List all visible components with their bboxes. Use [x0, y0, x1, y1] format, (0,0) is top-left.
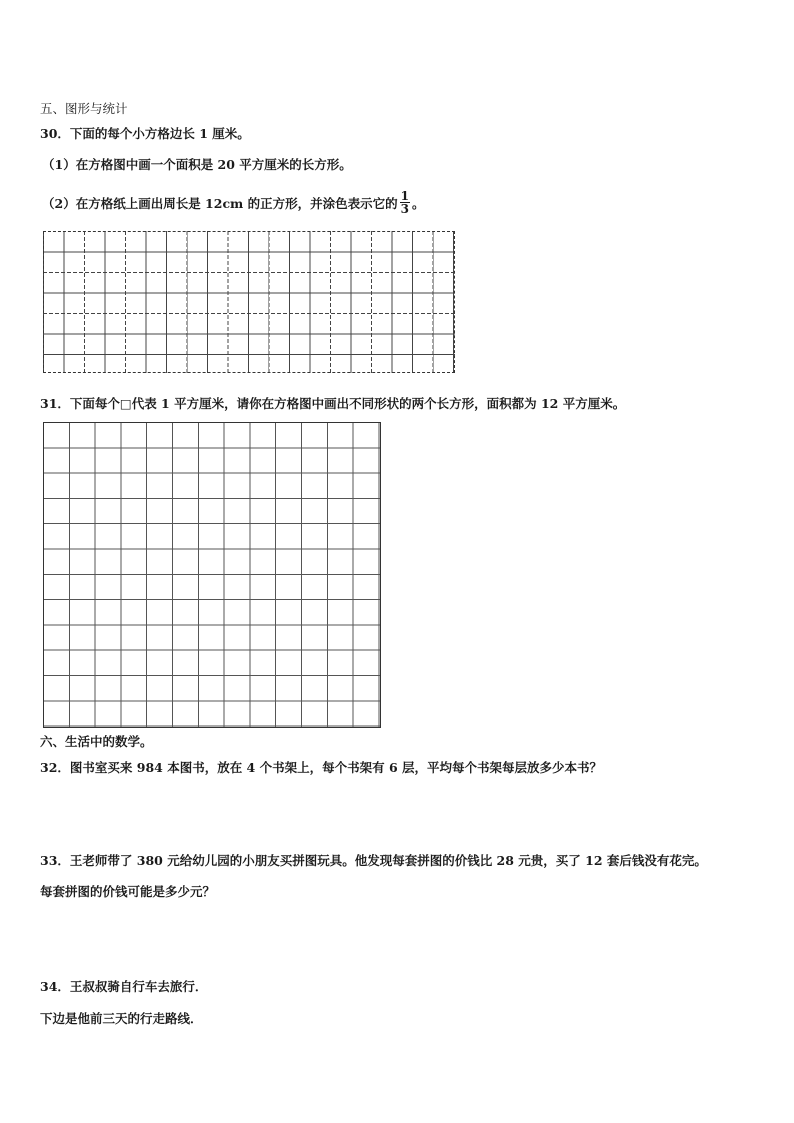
question-30-stem: 30．下面的每个小方格边长 1 厘米。 — [40, 126, 250, 141]
question-30-part-1: （1）在方格图中画一个面积是 20 平方厘米的长方形。 — [42, 157, 352, 172]
dashed-square-grid[interactable] — [43, 231, 455, 373]
question-30-part-2-text: （2）在方格纸上画出周长是 12cm 的正方形，并涂色表示它的 — [42, 196, 398, 211]
question-33-line-1: 33．王老师带了 380 元给幼儿园的小朋友买拼图玩具。他发现每套拼图的价钱比 28 元贵，买了 12 套后钱没有花完。 — [40, 853, 707, 868]
question-31-stem: 31．下面每个□代表 1 平方厘米，请你在方格图中画出不同形状的两个长方形，面积都为 12 平方厘米。 — [40, 396, 626, 411]
section-title-geometry: 五、图形与统计 — [40, 101, 128, 116]
question-34-line-2: 下边是他前三天的行走路线． — [40, 1011, 203, 1026]
square-grid[interactable] — [43, 422, 381, 728]
fraction-one-third — [400, 190, 410, 215]
fraction-numerator: 1 — [400, 189, 409, 203]
question-33-line-2: 每套拼图的价钱可能是多少元？ — [40, 884, 216, 899]
question-30-part-2-end: 。 — [412, 196, 425, 211]
fraction-denominator: 3 — [400, 202, 409, 216]
question-34-line-1: 34．王叔叔骑自行车去旅行． — [40, 979, 208, 994]
question-30-part-2 — [42, 189, 425, 217]
section-title-life-math: 六、生活中的数学。 — [40, 734, 153, 749]
question-32-stem: 32．图书室买来 984 本图书，放在 4 个书架上，每个书架有 6 层，平均每个书架每层放多少本书？ — [40, 760, 602, 775]
